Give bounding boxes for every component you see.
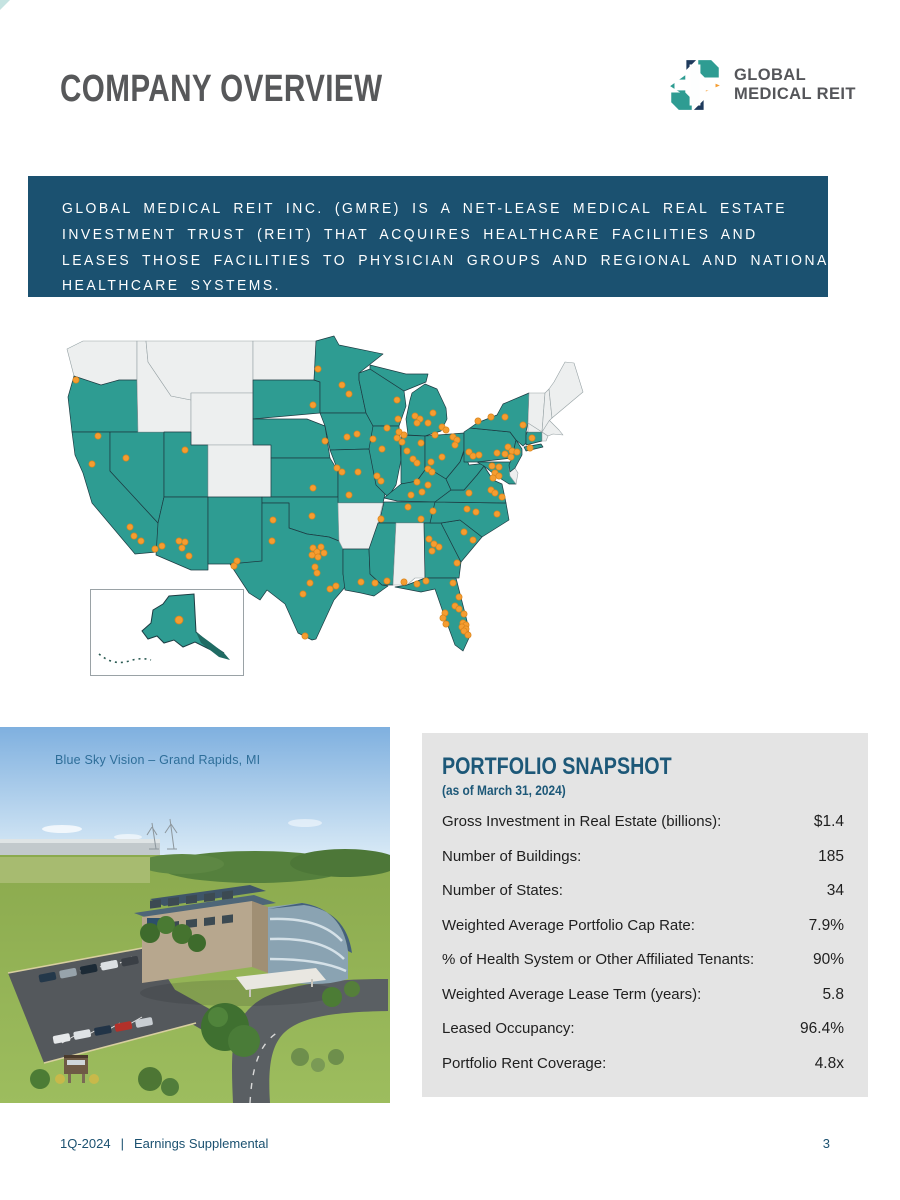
property-dot — [470, 453, 476, 459]
property-dot — [309, 513, 315, 519]
alaska-inset — [90, 589, 244, 676]
snapshot-row-label: Portfolio Rent Coverage: — [442, 1054, 607, 1072]
property-dot — [394, 397, 400, 403]
footer-page-number: 3 — [822, 1136, 830, 1151]
snapshot-row-value: 96.4% — [800, 1020, 844, 1037]
logo-wordmark — [734, 66, 856, 105]
property-dot — [339, 469, 345, 475]
property-dot — [527, 445, 533, 451]
property-dot — [456, 606, 462, 612]
logo-line2: MEDICAL REIT — [734, 85, 856, 103]
state-ME — [549, 362, 583, 418]
snapshot-row-label: Leased Occupancy: — [442, 1020, 575, 1037]
snapshot-row — [442, 1020, 844, 1055]
property-dot — [450, 580, 456, 586]
page-title-text: COMPANY OVERVIEW — [60, 68, 383, 110]
property-dot — [395, 416, 401, 422]
property-dot — [499, 494, 505, 500]
intro-banner — [28, 176, 840, 297]
property-dot — [476, 452, 482, 458]
property-dot — [428, 459, 434, 465]
property-dot — [514, 449, 520, 455]
property-dot — [456, 594, 462, 600]
state-WY — [191, 393, 253, 445]
corner-accent — [0, 0, 10, 10]
property-dot — [492, 490, 498, 496]
property-dot — [327, 586, 333, 592]
property-dot — [496, 464, 502, 470]
snapshot-title: PORTFOLIO SNAPSHOT — [442, 753, 672, 780]
banner-line-1: GLOBAL MEDICAL REIT INC. (GMRE) IS A NET-LEASE MEDICAL REAL ESTATE — [62, 201, 788, 217]
property-dot — [520, 422, 526, 428]
property-dot — [429, 548, 435, 554]
property-dot — [231, 563, 237, 569]
property-dot — [432, 432, 438, 438]
property-dot — [425, 420, 431, 426]
state-ND — [253, 341, 316, 380]
us-portfolio-map — [65, 335, 585, 665]
property-dot — [414, 479, 420, 485]
photo-illustration — [0, 727, 390, 1103]
property-dot — [461, 611, 467, 617]
property-photo — [0, 727, 390, 1103]
property-dot — [414, 581, 420, 587]
property-dot — [127, 524, 133, 530]
snapshot-row-value: 90% — [812, 951, 844, 968]
property-dot — [270, 517, 276, 523]
property-dot — [339, 382, 345, 388]
property-dot — [408, 492, 414, 498]
property-dot — [452, 442, 458, 448]
property-dot — [418, 516, 424, 522]
snapshot-row — [442, 951, 844, 986]
state-SD — [253, 380, 320, 419]
aleutian-islands — [99, 654, 151, 662]
property-dot — [89, 461, 95, 467]
property-dot — [372, 580, 378, 586]
portfolio-snapshot-panel — [422, 733, 868, 1097]
property-dot — [379, 446, 385, 452]
property-dot — [315, 554, 321, 560]
property-dot — [429, 469, 435, 475]
property-dot — [358, 579, 364, 585]
property-dot — [502, 451, 508, 457]
property-dot — [440, 615, 446, 621]
property-dot — [378, 516, 384, 522]
property-dot — [426, 536, 432, 542]
pinwheel-cross-icon — [668, 58, 722, 112]
snapshot-rows — [442, 813, 844, 1089]
snapshot-row-label: Number of States: — [442, 882, 563, 899]
logo-line1: GLOBAL — [734, 65, 807, 84]
property-dot — [95, 433, 101, 439]
property-dot — [508, 454, 514, 460]
property-dot — [443, 621, 449, 627]
property-dot — [488, 414, 494, 420]
property-dot — [182, 447, 188, 453]
property-dot — [378, 478, 384, 484]
state-KS — [271, 458, 338, 497]
property-dot — [454, 560, 460, 566]
property-dot — [414, 460, 420, 466]
property-dot — [414, 420, 420, 426]
footer-doc-name: Earnings Supplemental — [133, 1136, 269, 1151]
state-AZ — [156, 497, 208, 570]
property-dot — [73, 377, 79, 383]
property-dot — [384, 425, 390, 431]
property-dot — [302, 633, 308, 639]
banner-line-3: LEASES THOSE FACILITIES TO PHYSICIAN GROUPS AND REGIONAL AND NATIONAL — [62, 252, 840, 269]
property-dot — [496, 473, 502, 479]
property-dot — [346, 391, 352, 397]
property-dot — [344, 434, 350, 440]
snapshot-row-value: 5.8 — [822, 985, 844, 1003]
property-dot — [475, 418, 481, 424]
property-dot — [489, 463, 495, 469]
page-title — [60, 68, 473, 111]
property-dot — [384, 578, 390, 584]
property-dot — [310, 485, 316, 491]
alaska-panhandle — [196, 632, 230, 660]
state-CO — [208, 445, 271, 497]
snapshot-row-label: Number of Buildings: — [442, 847, 582, 865]
property-dot — [401, 579, 407, 585]
snapshot-row — [442, 848, 844, 883]
property-dot — [175, 616, 183, 624]
property-dot — [307, 580, 313, 586]
property-dot — [439, 454, 445, 460]
property-dot — [131, 533, 137, 539]
property-dot — [152, 546, 158, 552]
photo-caption: Blue Sky Vision – Grand Rapids, MI — [55, 753, 261, 767]
footer-quarter: 1Q-2024 — [60, 1136, 111, 1151]
property-dot — [315, 366, 321, 372]
property-dot — [529, 435, 535, 441]
snapshot-row — [442, 986, 844, 1021]
property-dot — [490, 475, 496, 481]
property-dot — [354, 431, 360, 437]
property-dot — [186, 553, 192, 559]
property-dot — [405, 504, 411, 510]
property-dot — [404, 448, 410, 454]
state-FL — [395, 578, 469, 651]
property-dot — [355, 469, 361, 475]
property-dot — [333, 583, 339, 589]
property-dot — [502, 414, 508, 420]
property-dot — [310, 402, 316, 408]
banner-line-2: INVESTMENT TRUST (REIT) THAT ACQUIRES HEALTHCARE FACILITIES AND — [62, 226, 758, 243]
property-dot — [370, 436, 376, 442]
snapshot-subtitle: (as of March 31, 2024) — [442, 782, 566, 798]
property-dot — [314, 570, 320, 576]
property-dot — [466, 490, 472, 496]
property-dot — [312, 564, 318, 570]
property-dot — [123, 455, 129, 461]
property-dot — [436, 544, 442, 550]
snapshot-row-label: Weighted Average Portfolio Cap Rate: — [442, 916, 695, 934]
snapshot-row-value: 185 — [818, 847, 844, 865]
property-dot — [494, 450, 500, 456]
property-dot — [464, 506, 470, 512]
state-AL — [393, 523, 425, 585]
property-dot — [321, 550, 327, 556]
property-dot — [179, 545, 185, 551]
property-dot — [425, 482, 431, 488]
snapshot-row — [442, 1055, 844, 1090]
property-dot — [494, 511, 500, 517]
state-OR — [68, 376, 138, 432]
property-dot — [300, 591, 306, 597]
property-dot — [399, 439, 405, 445]
snapshot-row-value: $1.4 — [813, 813, 844, 830]
property-dot — [138, 538, 144, 544]
snapshot-row-value: 4.8x — [814, 1054, 844, 1072]
state-IA — [320, 413, 377, 450]
property-dot — [322, 438, 328, 444]
property-dot — [461, 529, 467, 535]
property-dot — [430, 410, 436, 416]
property-dot — [473, 509, 479, 515]
banner-line-4: HEALTHCARE SYSTEMS. — [62, 278, 282, 295]
property-dot — [423, 578, 429, 584]
footer-separator: | — [120, 1136, 124, 1151]
property-dot — [418, 440, 424, 446]
snapshot-row — [442, 882, 844, 917]
property-dot — [346, 492, 352, 498]
snapshot-row-label: Weighted Average Lease Term (years): — [442, 985, 702, 1003]
property-dot — [465, 632, 471, 638]
property-dot — [419, 489, 425, 495]
snapshot-row — [442, 813, 844, 848]
property-dot — [159, 543, 165, 549]
company-logo — [668, 58, 856, 112]
snapshot-row-label: Gross Investment in Real Estate (billions): — [442, 813, 722, 830]
property-dot — [443, 427, 449, 433]
property-dot — [269, 538, 275, 544]
property-dot — [470, 537, 476, 543]
property-dot — [401, 432, 407, 438]
snapshot-row-label: % of Health System or Other Affiliated Tenants: — [442, 951, 755, 968]
property-dot — [176, 538, 182, 544]
property-dot — [430, 508, 436, 514]
property-dot — [309, 552, 315, 558]
property-dot — [182, 539, 188, 545]
footer-left — [60, 1136, 268, 1151]
state-NM — [208, 497, 262, 564]
snapshot-row-value: 7.9% — [808, 916, 844, 934]
alaska-map-svg — [91, 590, 243, 675]
snapshot-row-value: 34 — [826, 882, 844, 899]
snapshot-row — [442, 917, 844, 952]
